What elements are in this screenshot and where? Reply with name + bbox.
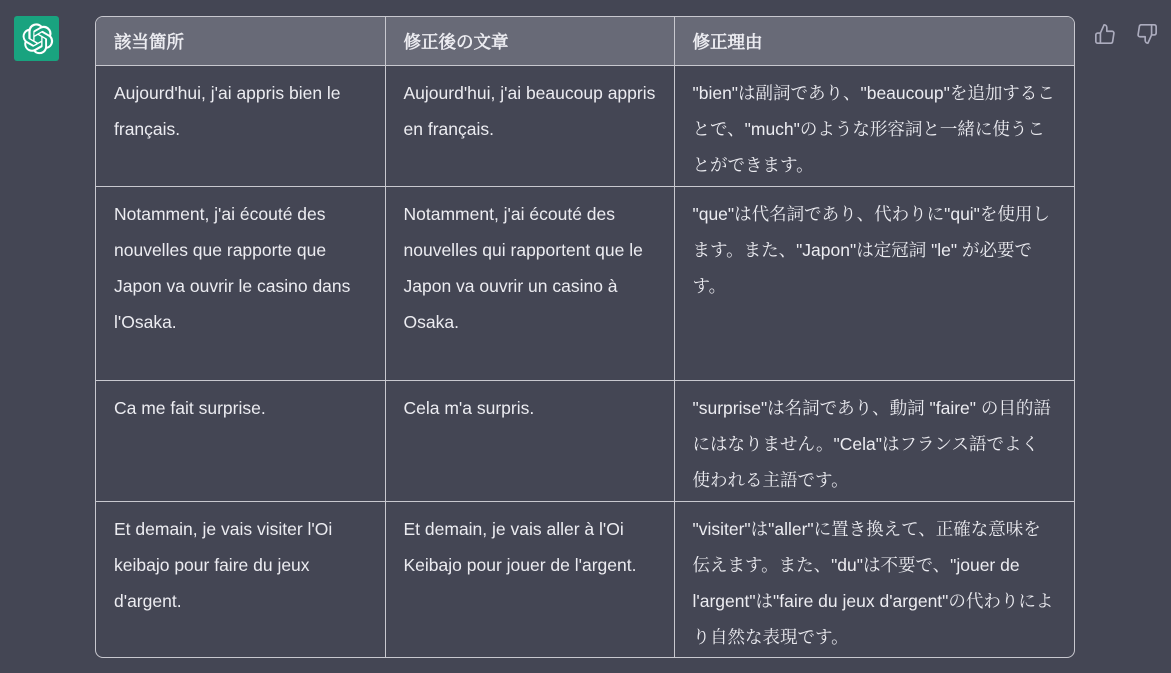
table-row bbox=[96, 66, 1074, 187]
thumbs-up-button[interactable] bbox=[1093, 22, 1117, 46]
table-row bbox=[96, 187, 1074, 381]
cell-original: Notamment, j'ai écouté des nouvelles que rapporte que Japon va ouvrir le casino dans l'Osaka. bbox=[96, 187, 385, 381]
cell-corrected: Et demain, je vais aller à l'Oi Keibajo pour jouer de l'argent. bbox=[385, 502, 674, 659]
cell-original: Ca me fait surprise. bbox=[96, 381, 385, 502]
header-original: 該当箇所 bbox=[96, 17, 385, 66]
thumbs-up-icon bbox=[1094, 23, 1116, 45]
openai-logo-icon bbox=[20, 22, 54, 56]
cell-reason: "surprise"は名詞であり、動詞 "faire" の目的語にはなりません。"Cela"はフランス語でよく使われる主語です。 bbox=[674, 381, 1074, 502]
assistant-avatar bbox=[14, 16, 59, 61]
cell-reason: "bien"は副詞であり、"beaucoup"を追加することで、"much"のような形容詞と一緒に使うことができます。 bbox=[674, 66, 1074, 187]
cell-reason: "visiter"は"aller"に置き換えて、正確な意味を伝えます。また、"du"は不要で、"jouer de l'argent"は"faire du jeux d'argent"の代わりにより自然な表現です。 bbox=[674, 502, 1074, 659]
thumbs-down-button[interactable] bbox=[1135, 22, 1159, 46]
cell-corrected: Aujourd'hui, j'ai beaucoup appris en français. bbox=[385, 66, 674, 187]
table-header-row bbox=[96, 17, 1074, 66]
table-row bbox=[96, 381, 1074, 502]
cell-original: Et demain, je vais visiter l'Oi keibajo pour faire du jeux d'argent. bbox=[96, 502, 385, 659]
table-row bbox=[96, 502, 1074, 659]
header-reason: 修正理由 bbox=[674, 17, 1074, 66]
header-corrected: 修正後の文章 bbox=[385, 17, 674, 66]
thumbs-down-icon bbox=[1136, 23, 1158, 45]
cell-corrected: Cela m'a surpris. bbox=[385, 381, 674, 502]
correction-table bbox=[95, 16, 1075, 658]
cell-corrected: Notamment, j'ai écouté des nouvelles qui rapportent que le Japon va ouvrir un casino à Osaka. bbox=[385, 187, 674, 381]
cell-reason: "que"は代名詞であり、代わりに"qui"を使用します。また、"Japon"は定冠詞 "le" が必要です。 bbox=[674, 187, 1074, 381]
cell-original: Aujourd'hui, j'ai appris bien le français. bbox=[96, 66, 385, 187]
